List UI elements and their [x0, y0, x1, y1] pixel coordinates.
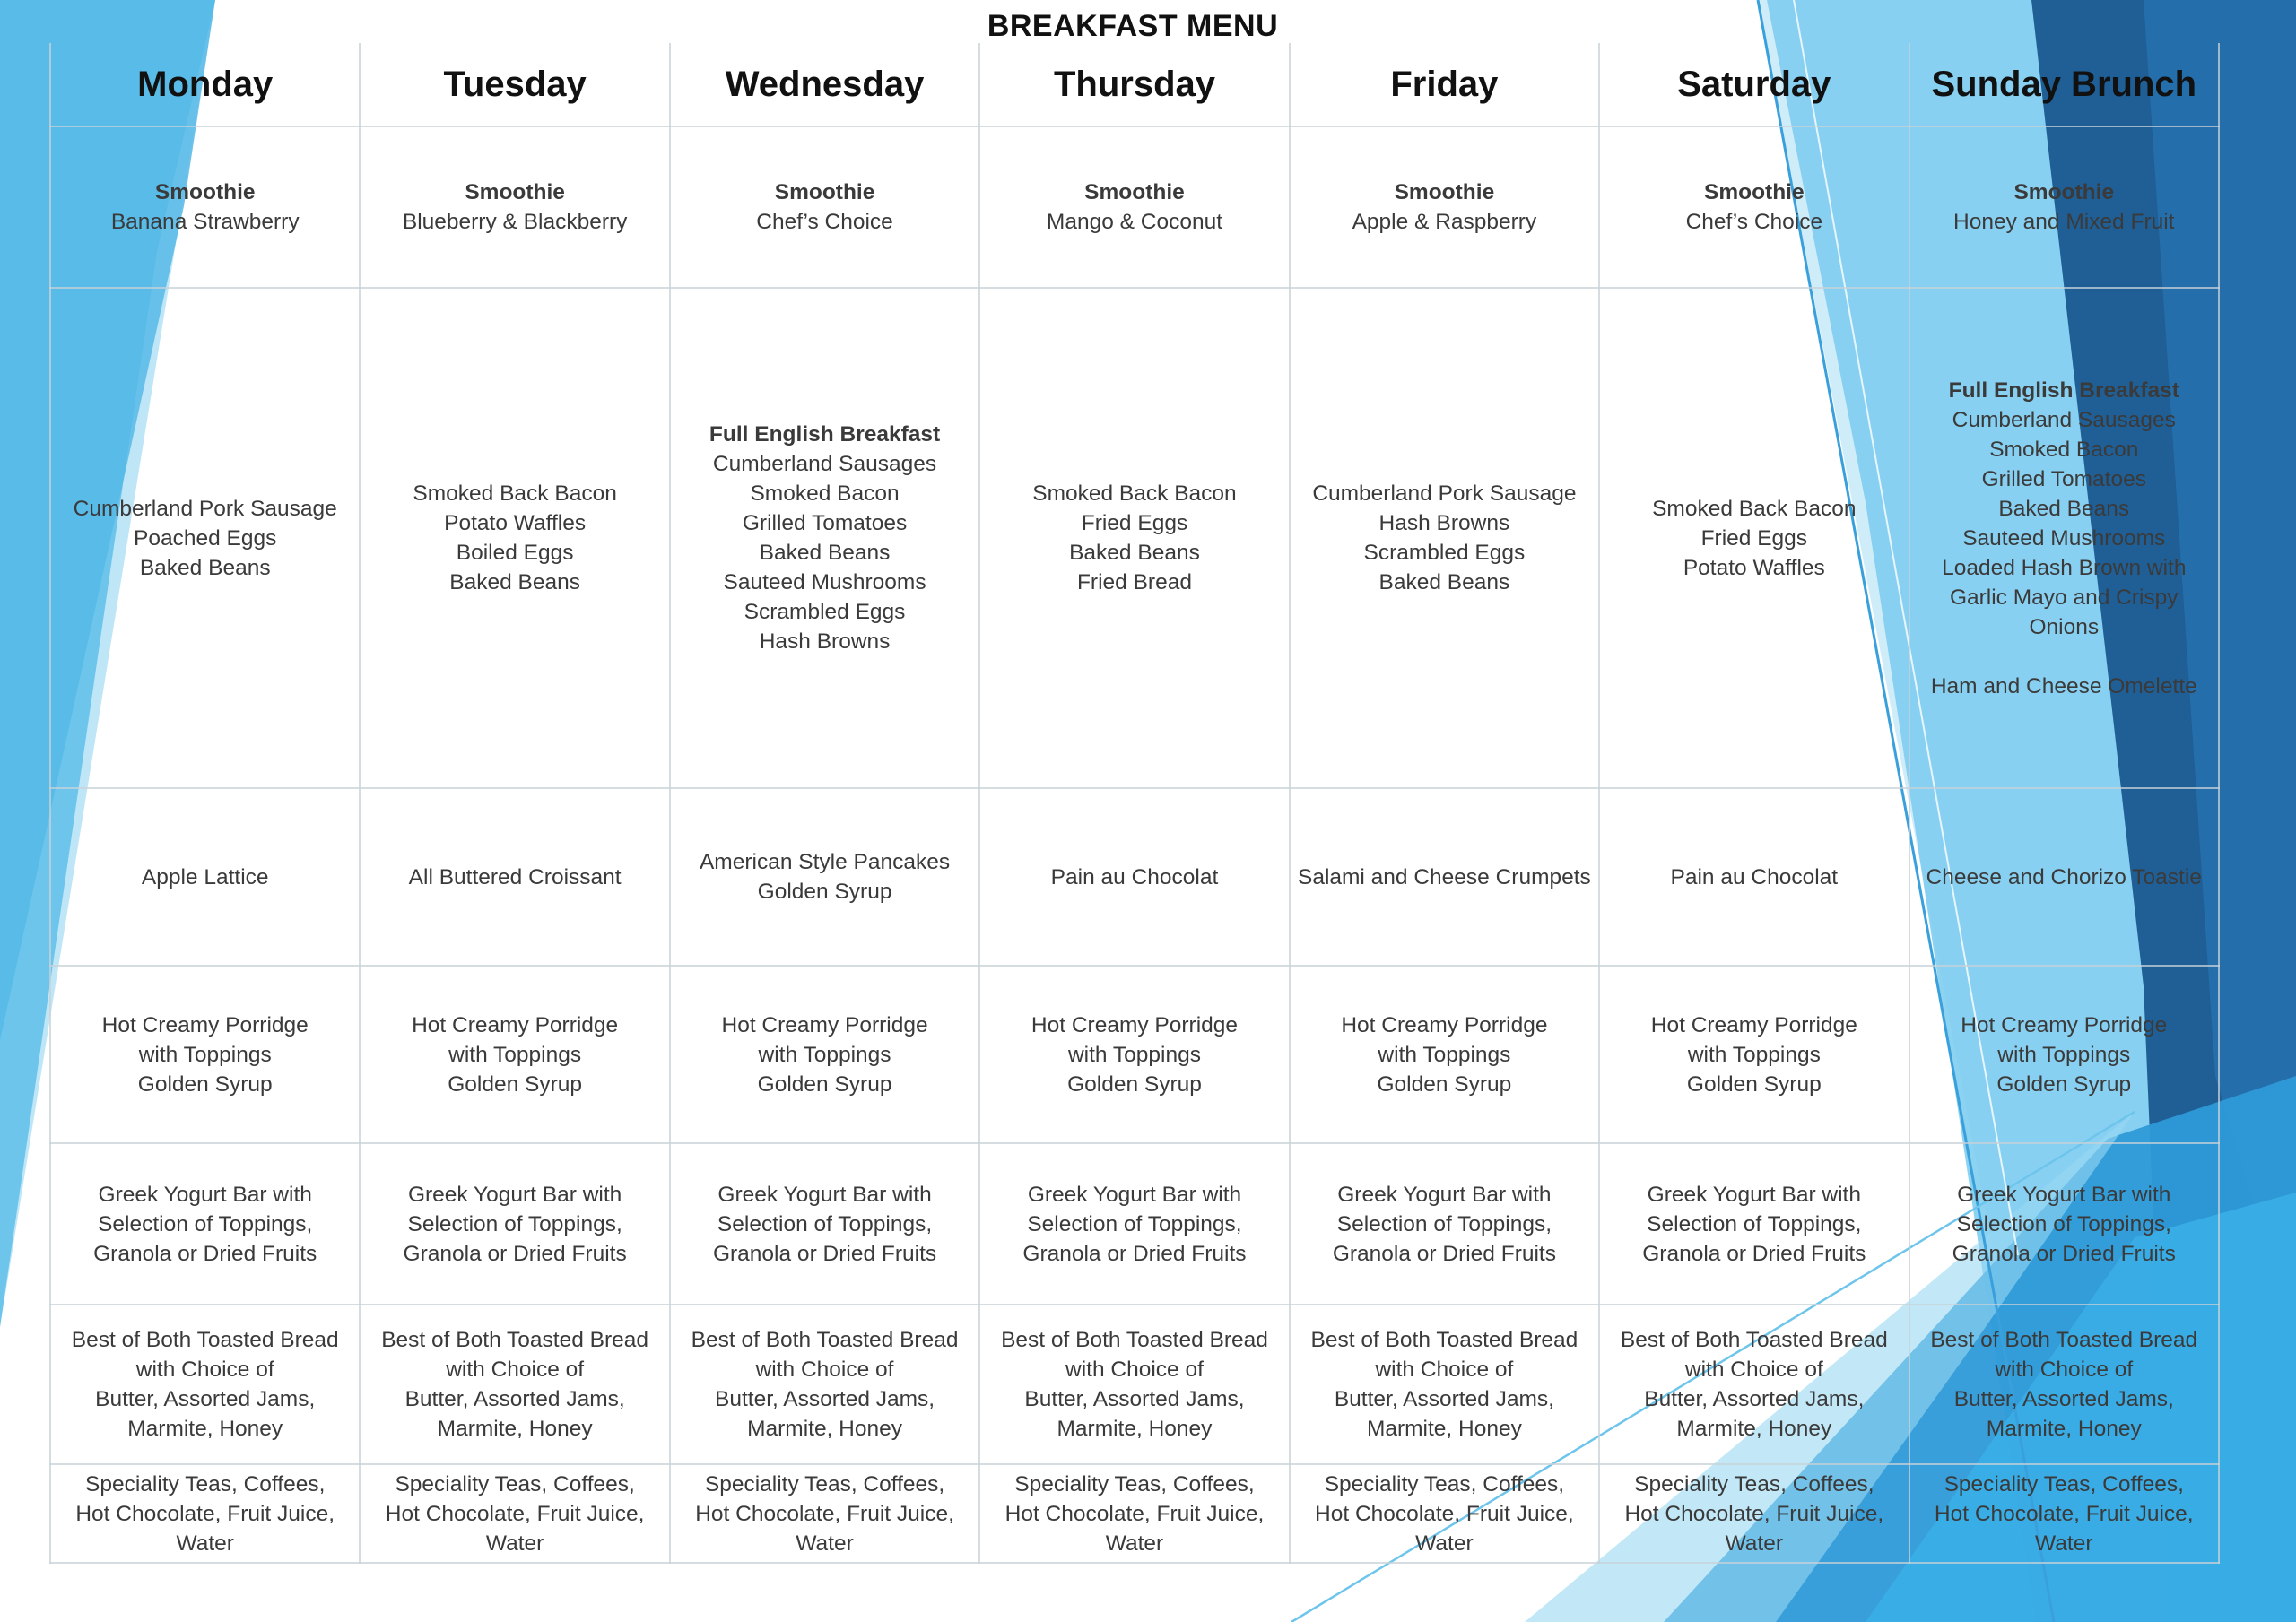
menu-item: Butter, Assorted Jams, — [1644, 1387, 1865, 1411]
menu-item: Scrambled Eggs — [744, 600, 906, 624]
yogurt-row — [50, 1143, 2219, 1305]
menu-item: Hot Chocolate, Fruit Juice, — [75, 1501, 335, 1526]
menu-cell-porridge-thursday — [979, 966, 1289, 1143]
menu-item: Best of Both Toasted Bread — [71, 1328, 339, 1352]
menu-item: Hot Chocolate, Fruit Juice, — [1315, 1501, 1574, 1526]
menu-cell-porridge-monday — [50, 966, 360, 1143]
porridge-row — [50, 966, 2219, 1143]
menu-cell-pastry-thursday — [979, 788, 1289, 966]
menu-item: Cumberland Sausages — [712, 452, 937, 476]
menu-item: Smoked Back Bacon — [1652, 496, 1857, 521]
menu-item: Hot Creamy Porridge — [101, 1012, 309, 1037]
menu-cell-porridge-tuesday — [360, 966, 669, 1143]
menu-item: with Toppings — [448, 1042, 582, 1067]
menu-item: Salami and Cheese Crumpets — [1297, 864, 1591, 889]
menu-item: Pain au Chocolat — [1050, 864, 1219, 889]
day-header-friday: Friday — [1290, 43, 1599, 126]
menu-item: Chef’s Choice — [756, 210, 893, 234]
menu-item: Hot Creamy Porridge — [1650, 1012, 1857, 1037]
pastry-row — [50, 788, 2219, 966]
menu-item: Boiled Eggs — [456, 541, 574, 565]
menu-cell-yogurt-friday — [1290, 1143, 1599, 1305]
menu-item: Marmite, Honey — [437, 1417, 593, 1441]
menu-item: with Choice of — [1375, 1357, 1514, 1382]
day-header-thursday: Thursday — [979, 43, 1289, 126]
menu-item: Best of Both Toasted Bread — [1001, 1328, 1268, 1352]
menu-item: Speciality Teas, Coffees, — [85, 1471, 326, 1496]
menu-cell-smoothie-sunday-brunch — [1909, 126, 2219, 288]
menu-cell-smoothie-tuesday — [360, 126, 669, 288]
menu-item: Smoked Back Bacon — [1032, 481, 1237, 506]
menu-item: Butter, Assorted Jams, — [95, 1387, 316, 1411]
menu-item-heading: Smoothie — [774, 180, 875, 204]
menu-item-heading: Full English Breakfast — [1948, 377, 2179, 403]
menu-item: with Toppings — [138, 1042, 272, 1067]
menu-cell-smoothie-thursday — [979, 126, 1289, 288]
day-header-wednesday: Wednesday — [670, 43, 979, 126]
day-header-tuesday: Tuesday — [360, 43, 669, 126]
menu-item: Baked Beans — [1378, 570, 1510, 594]
menu-item: with Toppings — [1378, 1042, 1511, 1067]
menu-item: Hot Chocolate, Fruit Juice, — [1934, 1501, 2194, 1526]
menu-item: Marmite, Honey — [127, 1417, 283, 1441]
menu-item: Water — [1725, 1531, 1784, 1556]
bread-row — [50, 1305, 2219, 1464]
menu-item: Golden Syrup — [1996, 1071, 2132, 1097]
menu-cell-bread-thursday — [979, 1305, 1289, 1464]
menu-item: Cheese and Chorizo Toastie — [1926, 864, 2202, 889]
menu-item: Potato Waffles — [444, 511, 587, 535]
menu-item: Water — [796, 1531, 854, 1556]
menu-item: Marmite, Honey — [747, 1417, 903, 1441]
menu-item: Golden Syrup — [1686, 1071, 1822, 1097]
menu-item: Water — [485, 1531, 544, 1556]
day-header-saturday: Saturday — [1599, 43, 1909, 126]
menu-item: Granola or Dried Fruits — [93, 1241, 317, 1266]
menu-item: with Choice of — [755, 1357, 894, 1382]
menu-cell-pastry-friday — [1290, 788, 1599, 966]
menu-item: with Toppings — [758, 1042, 891, 1067]
menu-item: Butter, Assorted Jams, — [1024, 1387, 1245, 1411]
menu-item: Granola or Dried Fruits — [1642, 1241, 1866, 1266]
menu-item: with Choice of — [1995, 1357, 2134, 1382]
menu-item: Greek Yogurt Bar with — [1337, 1182, 1552, 1207]
menu-cell-pastry-sunday-brunch — [1909, 788, 2219, 966]
menu-item: Selection of Toppings, — [1956, 1211, 2171, 1236]
menu-item: Hot Creamy Porridge — [721, 1012, 928, 1037]
menu-item: Greek Yogurt Bar with — [1027, 1182, 1242, 1207]
menu-item: Butter, Assorted Jams, — [1334, 1387, 1554, 1411]
menu-cell-smoothie-saturday — [1599, 126, 1909, 288]
menu-item: Loaded Hash Brown with Garlic Mayo and Crispy Onions — [1942, 555, 2187, 639]
menu-item: Speciality Teas, Coffees, — [1014, 1471, 1255, 1496]
day-header-monday: Monday — [50, 43, 360, 126]
menu-item: Fried Eggs — [1081, 511, 1188, 535]
menu-item: Hot Creamy Porridge — [1031, 1012, 1239, 1037]
menu-cell-pastry-saturday — [1599, 788, 1909, 966]
menu-item: with Toppings — [1067, 1042, 1201, 1067]
main-row — [50, 288, 2219, 788]
menu-cell-yogurt-monday — [50, 1143, 360, 1305]
menu-item: Greek Yogurt Bar with — [407, 1182, 622, 1207]
menu-item: Hot Creamy Porridge — [1961, 1012, 2168, 1037]
menu-cell-drinks-wednesday — [670, 1464, 979, 1563]
menu-item: Speciality Teas, Coffees, — [1944, 1471, 2184, 1496]
menu-body — [50, 126, 2219, 1563]
menu-item: Hot Chocolate, Fruit Juice, — [1624, 1501, 1884, 1526]
menu-item: Honey and Mixed Fruit — [1953, 210, 2175, 234]
menu-cell-main-tuesday — [360, 288, 669, 788]
menu-item: Potato Waffles — [1683, 555, 1825, 580]
menu-item: All Buttered Croissant — [408, 864, 622, 889]
menu-cell-drinks-thursday — [979, 1464, 1289, 1563]
menu-item: Best of Both Toasted Bread — [1620, 1328, 1888, 1352]
menu-item: Best of Both Toasted Bread — [691, 1328, 959, 1352]
menu-item: Ham and Cheese Omelette — [1930, 673, 2197, 698]
menu-item: Baked Beans — [139, 555, 271, 580]
menu-cell-bread-tuesday — [360, 1305, 669, 1464]
menu-item: Hot Creamy Porridge — [1341, 1012, 1548, 1037]
menu-item: Cumberland Sausages — [1952, 407, 2176, 432]
menu-item: Granola or Dried Fruits — [1332, 1241, 1556, 1266]
menu-cell-drinks-tuesday — [360, 1464, 669, 1563]
menu-item: Banana Strawberry — [110, 210, 300, 234]
menu-item: Golden Syrup — [1377, 1071, 1512, 1097]
menu-item: Hash Browns — [759, 629, 891, 654]
menu-item: Hash Browns — [1378, 511, 1510, 535]
menu-cell-pastry-tuesday — [360, 788, 669, 966]
menu-cell-yogurt-saturday — [1599, 1143, 1909, 1305]
menu-item: with Choice of — [1065, 1357, 1204, 1382]
menu-item: Selection of Toppings, — [98, 1211, 313, 1236]
menu-title: BREAKFAST MENU — [987, 9, 1279, 43]
menu-item-heading: Smoothie — [465, 180, 565, 204]
menu-item-heading: Full English Breakfast — [709, 422, 941, 447]
menu-item: Water — [176, 1531, 234, 1556]
menu-item: Speciality Teas, Coffees, — [704, 1471, 945, 1496]
menu-item: with Toppings — [1687, 1042, 1821, 1067]
menu-item: Best of Both Toasted Bread — [1930, 1328, 2198, 1352]
menu-item: with Toppings — [1997, 1042, 2131, 1067]
menu-cell-yogurt-thursday — [979, 1143, 1289, 1305]
menu-item: Marmite, Honey — [1986, 1417, 2142, 1441]
menu-item: Poached Eggs — [134, 525, 277, 551]
menu-item: Water — [1105, 1531, 1164, 1556]
menu-cell-smoothie-monday — [50, 126, 360, 288]
menu-item: Mango & Coconut — [1046, 210, 1223, 234]
menu-cell-bread-saturday — [1599, 1305, 1909, 1464]
menu-item: Greek Yogurt Bar with — [718, 1182, 932, 1207]
menu-item: American Style Pancakes — [699, 850, 951, 874]
menu-item: Hot Creamy Porridge — [412, 1012, 619, 1037]
menu-item: Best of Both Toasted Bread — [1310, 1328, 1578, 1352]
menu-item: Apple Lattice — [141, 864, 269, 889]
menu-item: Best of Both Toasted Bread — [381, 1328, 649, 1352]
drinks-row — [50, 1464, 2219, 1563]
menu-item: Sauteed Mushrooms — [1962, 525, 2166, 551]
menu-item: Apple & Raspberry — [1352, 210, 1537, 234]
menu-item: Granola or Dried Fruits — [712, 1241, 937, 1266]
menu-item: Water — [2035, 1531, 2093, 1556]
menu-item: Selection of Toppings, — [407, 1211, 622, 1236]
day-header-row — [50, 43, 2219, 126]
menu-item: Smoked Bacon — [750, 481, 900, 506]
menu-item: Golden Syrup — [137, 1071, 273, 1097]
menu-item: Golden Syrup — [448, 1071, 583, 1097]
menu-item: Hot Chocolate, Fruit Juice, — [1004, 1501, 1265, 1526]
menu-cell-main-monday — [50, 288, 360, 788]
menu-cell-yogurt-sunday-brunch — [1909, 1143, 2219, 1305]
menu-spacer — [1916, 642, 2213, 672]
menu-item: Speciality Teas, Coffees, — [395, 1471, 635, 1496]
menu-item-heading: Smoothie — [1704, 180, 1805, 204]
menu-item: Baked Beans — [759, 541, 891, 565]
menu-cell-porridge-friday — [1290, 966, 1599, 1143]
menu-item: Hot Chocolate, Fruit Juice, — [385, 1501, 645, 1526]
menu-item: Greek Yogurt Bar with — [1647, 1182, 1861, 1207]
menu-item: Selection of Toppings, — [1647, 1211, 1862, 1236]
menu-cell-yogurt-wednesday — [670, 1143, 979, 1305]
menu-cell-drinks-monday — [50, 1464, 360, 1563]
menu-item: Marmite, Honey — [1676, 1417, 1832, 1441]
menu-item: Grilled Tomatoes — [1981, 466, 2146, 491]
menu-cell-porridge-wednesday — [670, 966, 979, 1143]
menu-item: Baked Beans — [1998, 496, 2130, 521]
menu-cell-drinks-saturday — [1599, 1464, 1909, 1563]
menu-item: Sauteed Mushrooms — [723, 570, 926, 594]
smoothie-row — [50, 126, 2219, 288]
menu-item: Pain au Chocolat — [1670, 864, 1839, 889]
menu-cell-smoothie-wednesday — [670, 126, 979, 288]
menu-item: Fried Eggs — [1700, 525, 1808, 551]
menu-item: with Choice of — [135, 1357, 274, 1382]
menu-item: Grilled Tomatoes — [742, 511, 908, 535]
menu-cell-porridge-saturday — [1599, 966, 1909, 1143]
menu-item: Granola or Dried Fruits — [1952, 1241, 2176, 1266]
menu-item: Butter, Assorted Jams, — [404, 1387, 625, 1411]
menu-cell-drinks-sunday-brunch — [1909, 1464, 2219, 1563]
menu-item: Speciality Teas, Coffees, — [1634, 1471, 1874, 1496]
menu-cell-smoothie-friday — [1290, 126, 1599, 288]
menu-item: with Choice of — [1684, 1357, 1823, 1382]
menu-item: Greek Yogurt Bar with — [1957, 1182, 2171, 1207]
menu-item: Chef’s Choice — [1685, 210, 1823, 234]
menu-item: Fried Bread — [1076, 570, 1192, 594]
menu-item: Granola or Dried Fruits — [1022, 1241, 1247, 1266]
menu-cell-main-thursday — [979, 288, 1289, 788]
menu-cell-main-sunday-brunch — [1909, 288, 2219, 788]
menu-item: Butter, Assorted Jams, — [715, 1387, 935, 1411]
menu-cell-main-friday — [1290, 288, 1599, 788]
menu-item: Greek Yogurt Bar with — [98, 1182, 312, 1207]
menu-item: Cumberland Pork Sausage — [73, 496, 337, 521]
day-header-sunday-brunch: Sunday Brunch — [1909, 43, 2219, 126]
menu-item: Golden Syrup — [757, 880, 892, 904]
menu-item: Scrambled Eggs — [1363, 541, 1526, 565]
menu-cell-pastry-monday — [50, 788, 360, 966]
menu-cell-yogurt-tuesday — [360, 1143, 669, 1305]
menu-item: Smoked Back Bacon — [413, 481, 617, 506]
menu-cell-bread-friday — [1290, 1305, 1599, 1464]
menu-item: Baked Beans — [1069, 541, 1200, 565]
menu-item: Golden Syrup — [757, 1071, 892, 1097]
menu-item: Baked Beans — [449, 570, 580, 594]
menu-item: Speciality Teas, Coffees, — [1324, 1471, 1565, 1496]
menu-item: Marmite, Honey — [1057, 1417, 1213, 1441]
menu-cell-bread-wednesday — [670, 1305, 979, 1464]
menu-table — [49, 43, 2220, 1564]
menu-cell-pastry-wednesday — [670, 788, 979, 966]
menu-item: Golden Syrup — [1067, 1071, 1202, 1097]
menu-cell-bread-sunday-brunch — [1909, 1305, 2219, 1464]
menu-item: Hot Chocolate, Fruit Juice, — [695, 1501, 954, 1526]
menu-cell-porridge-sunday-brunch — [1909, 966, 2219, 1143]
menu-cell-bread-monday — [50, 1305, 360, 1464]
menu-item: with Choice of — [446, 1357, 585, 1382]
menu-cell-main-wednesday — [670, 288, 979, 788]
menu-item-heading: Smoothie — [1084, 180, 1185, 204]
menu-item: Selection of Toppings, — [717, 1211, 933, 1236]
menu-item: Marmite, Honey — [1366, 1417, 1522, 1441]
menu-item-heading: Smoothie — [1394, 180, 1495, 204]
menu-item: Blueberry & Blackberry — [402, 210, 628, 234]
menu-item: Selection of Toppings, — [1336, 1211, 1552, 1236]
menu-item-heading: Smoothie — [154, 180, 256, 204]
menu-item: Granola or Dried Fruits — [403, 1241, 627, 1266]
menu-cell-main-saturday — [1599, 288, 1909, 788]
menu-cell-drinks-friday — [1290, 1464, 1599, 1563]
menu-item-heading: Smoothie — [2013, 180, 2115, 204]
menu-item: Cumberland Pork Sausage — [1312, 481, 1577, 506]
menu-item: Smoked Bacon — [1989, 437, 2139, 462]
menu-item: Water — [1415, 1531, 1474, 1556]
menu-item: Butter, Assorted Jams, — [1953, 1387, 2174, 1411]
menu-item: Selection of Toppings, — [1027, 1211, 1242, 1236]
